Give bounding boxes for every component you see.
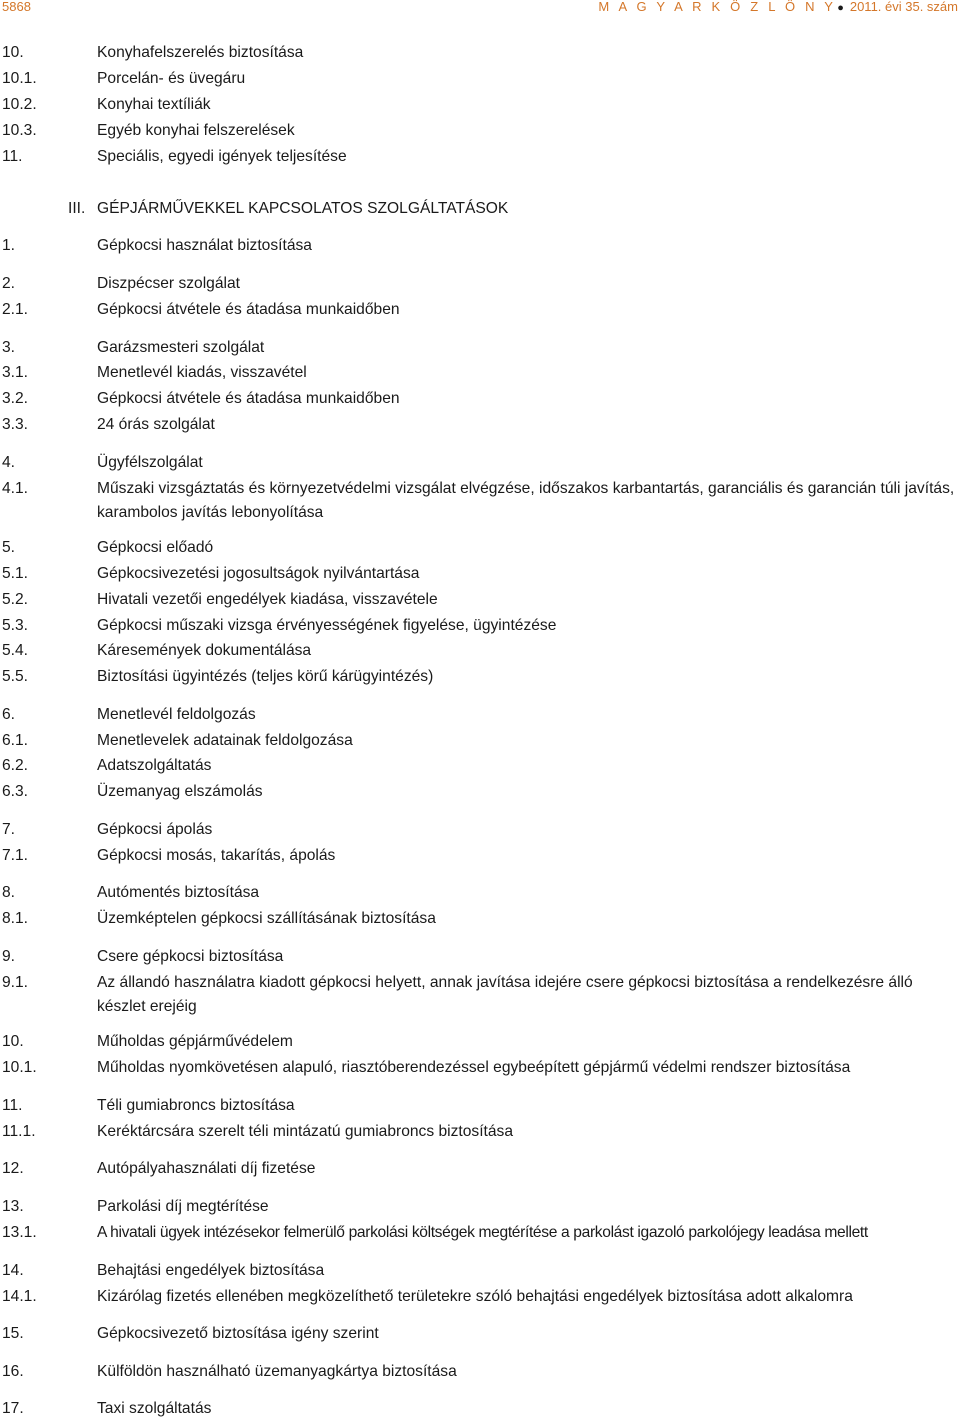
- item-number: 5.2.: [2, 591, 29, 608]
- item-number: 3.: [2, 339, 16, 356]
- section-title: GÉPJÁRMŰVEKKEL KAPCSOLATOS SZOLGÁLTATÁSOK: [97, 200, 509, 217]
- item-number: 10.: [2, 44, 24, 61]
- item-number: 9.: [2, 948, 16, 965]
- item-number: 16.: [2, 1363, 24, 1380]
- item-text: Gépkocsi átvétele és átadása munkaidőben: [97, 390, 400, 407]
- item-number: 5.3.: [2, 617, 29, 634]
- item-number: 5.4.: [2, 642, 29, 659]
- item-number: 10.1.: [2, 70, 37, 87]
- item-text: Biztosítási ügyintézés (teljes körű kárügyintézés): [97, 668, 434, 685]
- item-text: Parkolási díj megtérítése: [97, 1198, 269, 1215]
- item-number: 10.2.: [2, 96, 37, 113]
- item-text: Üzemanyag elszámolás: [97, 783, 263, 800]
- item-number: 3.1.: [2, 364, 29, 381]
- item-text: Hivatali vezetői engedélyek kiadása, visszavétele: [97, 591, 438, 608]
- separator-dot-icon: ●: [837, 2, 844, 14]
- item-text: Téli gumiabroncs biztosítása: [97, 1097, 295, 1114]
- item-number: 11.1.: [2, 1123, 36, 1140]
- item-number: 4.: [2, 454, 16, 471]
- item-text: Keréktárcsára szerelt téli mintázatú gumiabroncs biztosítása: [97, 1123, 514, 1140]
- item-number: 11.: [2, 148, 23, 165]
- item-number: 10.: [2, 1033, 24, 1050]
- item-number: 2.1.: [2, 301, 29, 318]
- item-number: 5.1.: [2, 565, 29, 582]
- item-number: 2.: [2, 275, 16, 292]
- item-number: 4.1.: [2, 480, 29, 497]
- item-text: Műholdas nyomkövetésen alapuló, riasztóberendezéssel egybeépített gépjármű védelmi rendszer biztosítása: [97, 1059, 851, 1076]
- item-text: Menetlevelek adatainak feldolgozása: [97, 732, 353, 749]
- item-number: 14.1.: [2, 1288, 37, 1305]
- item-number: 1.: [2, 237, 16, 254]
- item-text: Gépkocsi műszaki vizsga érvényességének figyelése, ügyintézése: [97, 617, 557, 634]
- item-text: Autómentés biztosítása: [97, 884, 260, 901]
- item-number: 3.2.: [2, 390, 29, 407]
- item-text: Porcelán- és üvegáru: [97, 70, 246, 87]
- item-number: 8.: [2, 884, 16, 901]
- item-text: Gépkocsivezető biztosítása igény szerint: [97, 1325, 379, 1342]
- item-text: A hivatali ügyek intézésekor felmerülő parkolási költségek megtérítése a parkolást igazoló parkolójegy leadása mellett: [97, 1224, 868, 1241]
- item-number: 12.: [2, 1160, 24, 1177]
- item-number: 6.: [2, 706, 16, 723]
- item-text: Autópályahasználati díj fizetése: [97, 1160, 316, 1177]
- item-text: Az állandó használatra kiadott gépkocsi helyett, annak javítása idejére csere gépkocsi biztosítása a rendelkezésre álló készlet erejéig: [97, 974, 913, 1015]
- item-text: Csere gépkocsi biztosítása: [97, 948, 284, 965]
- item-number: 17.: [2, 1400, 24, 1417]
- item-text: Gépkocsi használat biztosítása: [97, 237, 312, 254]
- item-number: 9.1.: [2, 974, 29, 991]
- item-number: 7.1.: [2, 847, 29, 864]
- item-text: Gépkocsi előadó: [97, 539, 214, 556]
- item-text: Diszpécser szolgálat: [97, 275, 241, 292]
- item-number: 6.1.: [2, 732, 29, 749]
- item-text: Menetlevél kiadás, visszavétel: [97, 364, 307, 381]
- item-number: 15.: [2, 1325, 24, 1342]
- item-text: Garázsmesteri szolgálat: [97, 339, 265, 356]
- item-text: Üzemképtelen gépkocsi szállításának biztosítása: [97, 910, 436, 927]
- item-number: 8.1.: [2, 910, 29, 927]
- item-number: 3.3.: [2, 416, 29, 433]
- item-text: Külföldön használható üzemanyagkártya biztosítása: [97, 1363, 457, 1380]
- item-text: Menetlevél feldolgozás: [97, 706, 256, 723]
- item-number: 6.3.: [2, 783, 29, 800]
- item-number: 11.: [2, 1097, 23, 1114]
- item-text: Káresemények dokumentálása: [97, 642, 312, 659]
- section-number: III.: [68, 200, 86, 217]
- item-text: Ügyfélszolgálat: [97, 454, 203, 471]
- item-number: 13.: [2, 1198, 24, 1215]
- item-text: Gépkocsivezetési jogosultságok nyilvántartása: [97, 565, 420, 582]
- item-number: 5.5.: [2, 668, 29, 685]
- item-text: Speciális, egyedi igények teljesítése: [97, 148, 347, 165]
- item-text: Gépkocsi mosás, takarítás, ápolás: [97, 847, 336, 864]
- item-text: Műszaki vizsgáztatás és környezetvédelmi vizsgálat elvégzése, időszakos karbantartás, garanciális és garancián túli javítás, karambolos javítás lebonyolítása: [97, 480, 955, 521]
- item-text: Konyhai textíliák: [97, 96, 211, 113]
- item-number: 10.1.: [2, 1059, 37, 1076]
- item-number: 13.1.: [2, 1224, 37, 1241]
- item-text: Gépkocsi átvétele és átadása munkaidőben: [97, 301, 400, 318]
- publication-name: M A G Y A R K Ö Z L Ö N Y: [598, 0, 837, 14]
- item-text: 24 órás szolgálat: [97, 416, 215, 433]
- item-text: Műholdas gépjárművédelem: [97, 1033, 293, 1050]
- item-number: 7.: [2, 821, 16, 838]
- item-text: Kizárólag fizetés ellenében megközelíthető területekre szóló behajtási engedélyek biztosítása adott alkalomra: [97, 1288, 853, 1305]
- item-number: 14.: [2, 1262, 24, 1279]
- item-text: Taxi szolgáltatás: [97, 1400, 212, 1417]
- item-text: Behajtási engedélyek biztosítása: [97, 1262, 325, 1279]
- item-text: Gépkocsi ápolás: [97, 821, 213, 838]
- page-number: 5868: [2, 0, 31, 14]
- item-text: Adatszolgáltatás: [97, 757, 212, 774]
- item-text: Egyéb konyhai felszerelések: [97, 122, 295, 139]
- item-number: 5.: [2, 539, 16, 556]
- item-text: Konyhafelszerelés biztosítása: [97, 44, 304, 61]
- issue-label: 2011. évi 35. szám: [849, 0, 958, 14]
- item-number: 10.3.: [2, 122, 37, 139]
- item-number: 6.2.: [2, 757, 29, 774]
